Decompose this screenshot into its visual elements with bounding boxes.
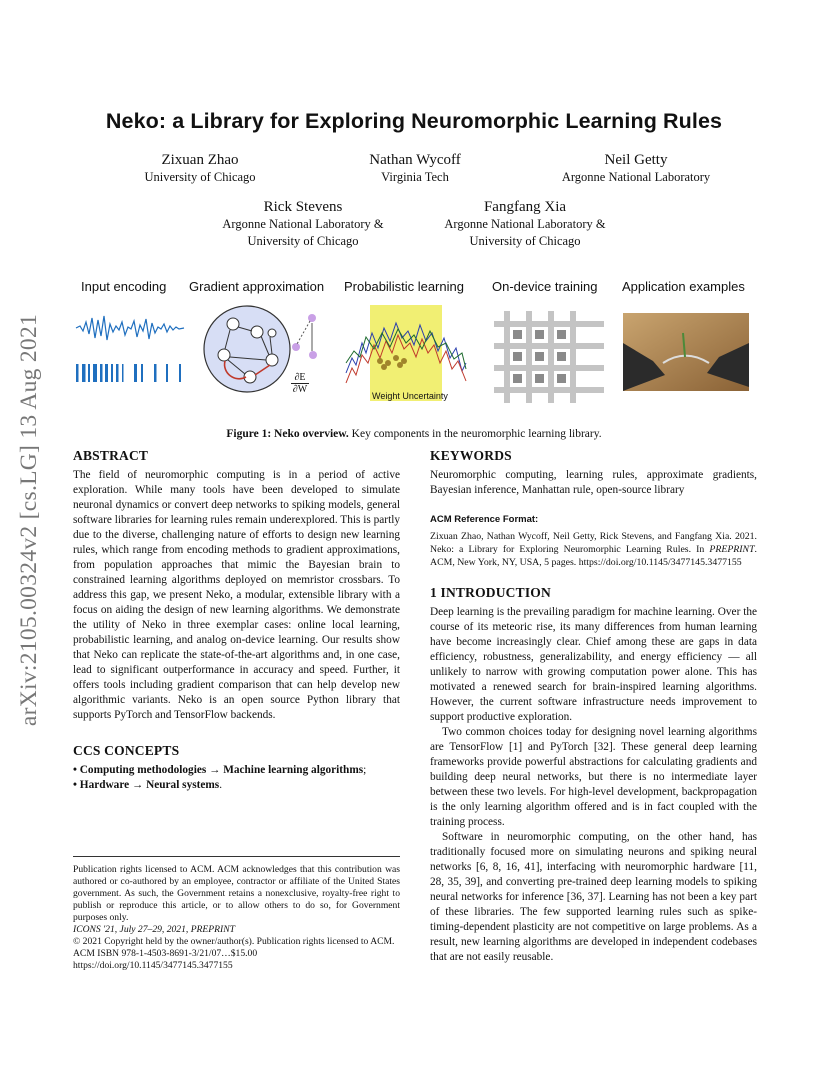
author-affiliation: Argonne National Laboratory & — [444, 217, 606, 231]
author-affiliation: Argonne National Laboratory & — [222, 217, 384, 231]
panel-label-application-examples: Application examples — [622, 279, 745, 294]
ccs-punct: ; — [363, 764, 367, 776]
reference-text: Zixuan Zhao, Nathan Wycoff, Neil Getty, Rick Stevens, and Fangfang Xia. 2021. Neko: a Library for Exploring Neuromorphic Learning Rules. In — [430, 531, 757, 555]
author-name: Zixuan Zhao — [161, 152, 239, 168]
introduction-heading: 1 INTRODUCTION — [430, 585, 551, 600]
weight-uncertainty-label: Weight Uncertainty — [372, 391, 448, 401]
panel-label-gradient-approximation: Gradient approximation — [189, 279, 325, 294]
input-encoding-illustration — [74, 308, 190, 386]
paper-title: Neko: a Library for Exploring Neuromorphic Learning Rules — [105, 109, 723, 133]
ccs-heading: CCS CONCEPTS — [73, 743, 180, 758]
gradient-symbol-denominator: ∂W — [292, 384, 308, 395]
keywords-text: Neuromorphic computing, learning rules, approximate gradients, Bayesian inference, Manhattan rule, open-source library — [430, 469, 757, 496]
abstract-heading: ABSTRACT — [73, 448, 149, 463]
abstract-text: The field of neuromorphic computing is in a period of active exploration. While many tools have been developed to simulate neuronal dynamics or convert deep networks to spiking models, general software libraries for learning rules remain underexplored. This is partly due to the diverse, challenging nature of efforts to design new learning rules, which range from encoding methods to gradient approximations, from population approaches that mimic the Bayesian brain to constrained learning algorithms deployed on memristor crossbars. To address this gap, we present Neko, a modular, extensible library with a focus on aiding the design of new learning algorithms. We demonstrate the utility of Neko in three exemplar cases: online local learning, probabilistic learning, and analog on-device learning. Our results show that Neko can replicate the state-of-the-art algorithms and, in one case, lead to significant outperformance in accuracy and speed. Further, it offers tools including gradient comparison that can help develop new algorithmic variants. Neko is an open source Python library that supports PyTorch and TensorFlow backends. — [73, 469, 400, 721]
probabilistic-learning-plot — [344, 303, 468, 403]
intro-paragraph-1: Deep learning is the prevailing paradigm for machine learning. Over the course of its meteoric rise, its many differences from human learning have become increasingly clear. Chief among these are gaps in data efficiency, robustness, generalizability, and energy efficiency — all unlikely to narrow with growing computation power alone. This has motivated a renewed search for brain-inspired learning algorithms. However, the current software infrastructure needs improvement to support productive exploration. — [430, 606, 757, 723]
reference-format-heading: ACM Reference Format: — [430, 514, 539, 525]
application-photo — [623, 313, 749, 391]
author-block — [315, 152, 515, 186]
ccs-line-2 — [73, 778, 400, 793]
author-block — [100, 152, 300, 186]
panel-label-input-encoding: Input encoding — [81, 279, 167, 294]
intro-paragraph-3: Software in neuromorphic computing, on the other hand, has traditionally focused more on simulating neurons and spiking neural networks [6, 8, 16, 41], interfacing with neuromorphic hardware [11, 28, 35, 39], and converting pre-trained deep learning models to spiking neural networks for inference [36, 37]. Learning has not been a key part of these libraries. The few supported learning rules such as spike-timing-dependent plasticity are not competitive on large problems. As a result, new learning algorithms are developed in independent codebases that are not easily reusable. — [430, 831, 757, 963]
gradient-symbol — [291, 372, 309, 395]
left-column — [73, 448, 400, 793]
doi-line: https://doi.org/10.1145/3477145.3477155 — [73, 960, 233, 971]
caption-text: Key components in the neuromorphic learning library. — [348, 428, 602, 440]
keywords-heading: KEYWORDS — [430, 448, 512, 463]
author-name: Nathan Wycoff — [369, 152, 461, 168]
author-name: Rick Stevens — [263, 199, 343, 215]
panel-label-on-device-training: On-device training — [492, 279, 598, 294]
copyright-footnote — [73, 856, 400, 972]
panel-label-probabilistic-learning: Probabilistic learning — [344, 279, 464, 294]
copyright-line: © 2021 Copyright held by the owner/author(s). Publication rights licensed to ACM. — [73, 936, 395, 947]
isbn-line: ACM ISBN 978-1-4503-8691-3/21/07…$15.00 — [73, 948, 258, 959]
right-column — [430, 448, 757, 965]
ccs-concept-1: • Computing methodologies → Machine learning algorithms — [73, 764, 364, 776]
reference-venue: PREPRINT — [709, 544, 755, 555]
author-affiliation: University of Chicago — [469, 234, 581, 248]
gradient-symbol-numerator: ∂E — [291, 372, 309, 384]
figure-caption — [0, 428, 828, 440]
intro-paragraph-2: Two common choices today for designing novel learning algorithms are TensorFlow [1] and PyTorch [32]. These general deep learning frameworks provide powerful abstractions for calculating gradients and building deep neural networks, but there is no intermediate layer between these two levels. For high-level development, backpropagation is the only learning algorithm offered and is in fact coupled with the training process. — [430, 726, 757, 828]
caption-label: Figure 1: Neko overview. — [226, 428, 349, 440]
venue-line: ICONS '21, July 27–29, 2021, PREPRINT — [73, 924, 235, 935]
arxiv-stamp: arXiv:2105.00324v2 [cs.LG] 13 Aug 2021 — [16, 313, 42, 727]
ccs-concept-2: • Hardware → Neural systems — [73, 779, 220, 791]
author-affiliation: Argonne National Laboratory — [561, 170, 711, 184]
reference-text: . ACM, New York, NY, USA, 5 pages. https://doi.org/10.1145/3477145.3477155 — [430, 544, 757, 568]
gradient-approximation-illustration — [200, 303, 330, 401]
author-name: Fangfang Xia — [483, 199, 567, 215]
ccs-punct: . — [219, 779, 223, 791]
author-block — [536, 152, 736, 186]
author-block — [425, 199, 625, 250]
author-name: Neil Getty — [604, 152, 668, 168]
author-block — [203, 199, 403, 250]
author-affiliation: Virginia Tech — [381, 170, 449, 184]
author-affiliation: University of Chicago — [247, 234, 359, 248]
rights-text: Publication rights licensed to ACM. ACM acknowledges that this contribution was authored or co-authored by an employee, contractor or affiliate of the United States government. As such, the Government retains a nonexclusive, royalty-free right to publish or reproduce this article, or to allow others to do so, for Government purposes only. — [73, 864, 400, 923]
ccs-line-1 — [73, 763, 400, 778]
author-affiliation: University of Chicago — [144, 170, 256, 184]
crossbar-illustration — [494, 311, 604, 403]
reference-format-text — [430, 530, 757, 569]
